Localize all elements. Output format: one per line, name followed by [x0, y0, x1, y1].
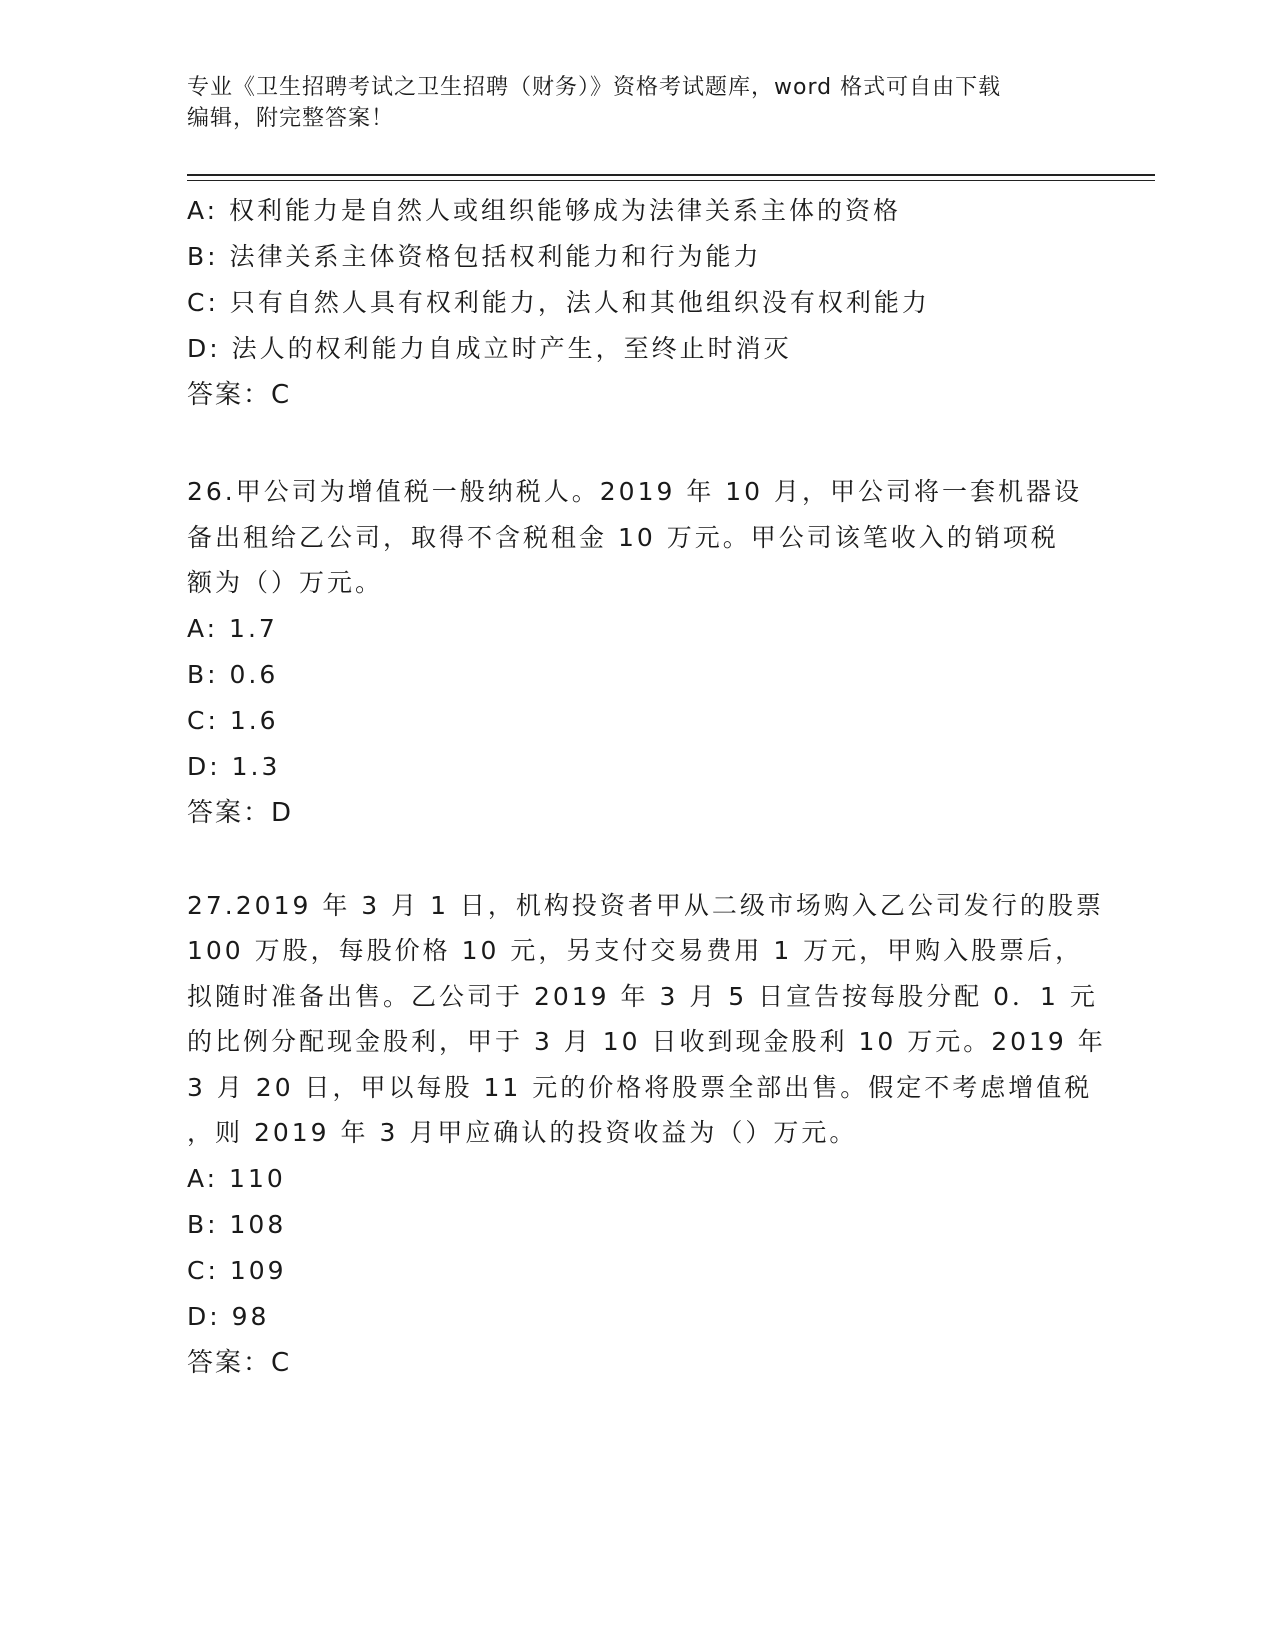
question-25-options — [187, 188, 1087, 418]
question-27-options — [187, 1156, 1087, 1386]
stem-line: 27.2019 年 3 月 1 日，机构投资者甲从二级市场购入乙公司发行的股票 — [187, 890, 1104, 920]
question-27-stem — [187, 883, 1106, 1156]
stem-line: ，则 2019 年 3 月甲应确认的投资收益为（）万元。 — [187, 1118, 858, 1147]
header-divider-thick — [187, 174, 1155, 176]
option-b: B: 0.6 — [187, 659, 279, 689]
option-b: B: 法律关系主体资格包括权利能力和行为能力 — [187, 242, 762, 271]
document-header — [187, 72, 1067, 134]
option-c: C: 109 — [187, 1255, 287, 1285]
option-c: C: 只有自然人具有权利能力，法人和其他组织没有权利能力 — [187, 288, 930, 317]
question-26-options — [187, 606, 1087, 836]
stem-line: 100 万股，每股价格 10 元，另支付交易费用 1 万元，甲购入股票后， — [187, 936, 1084, 965]
option-c: C: 1.6 — [187, 705, 279, 735]
stem-line: 额为（）万元。 — [187, 568, 384, 597]
header-title-line-1: 专业《卫生招聘考试之卫生招聘（财务）》资格考试题库，word 格式可自由下载 — [187, 75, 1002, 100]
stem-line: 的比例分配现金股利，甲于 3 月 10 日收到现金股利 10 万元。2019 年 — [187, 1027, 1106, 1056]
option-a: A: 权利能力是自然人或组织能够成为法律关系主体的资格 — [187, 196, 902, 225]
question-26-stem — [187, 469, 1083, 606]
option-d: D: 1.3 — [187, 751, 281, 781]
header-title-line-2: 编辑，附完整答案！ — [187, 106, 395, 131]
option-b: B: 108 — [187, 1209, 287, 1239]
answer-line: 答案：D — [187, 797, 294, 828]
answer-line: 答案：C — [187, 1347, 292, 1378]
option-a: A: 1.7 — [187, 613, 278, 643]
stem-line: 备出租给乙公司，取得不含税租金 10 万元。甲公司该笔收入的销项税 — [187, 522, 1059, 552]
option-d: D: 98 — [187, 1301, 270, 1331]
answer-line: 答案：C — [187, 380, 292, 410]
option-d: D: 法人的权利能力自成立时产生，至终止时消灭 — [187, 334, 792, 363]
stem-line: 26.甲公司为增值税一般纳税人。2019 年 10 月，甲公司将一套机器设 — [187, 477, 1083, 506]
question-content — [187, 188, 1106, 1386]
stem-line: 拟随时准备出售。乙公司于 2019 年 3 月 5 日宣告按每股分配 0．1 元 — [187, 981, 1098, 1011]
header-divider-thin — [187, 180, 1155, 181]
option-a: A: 110 — [187, 1163, 286, 1193]
stem-line: 3 月 20 日，甲以每股 11 元的价格将股票全部出售。假定不考虑增值税 — [187, 1072, 1093, 1102]
